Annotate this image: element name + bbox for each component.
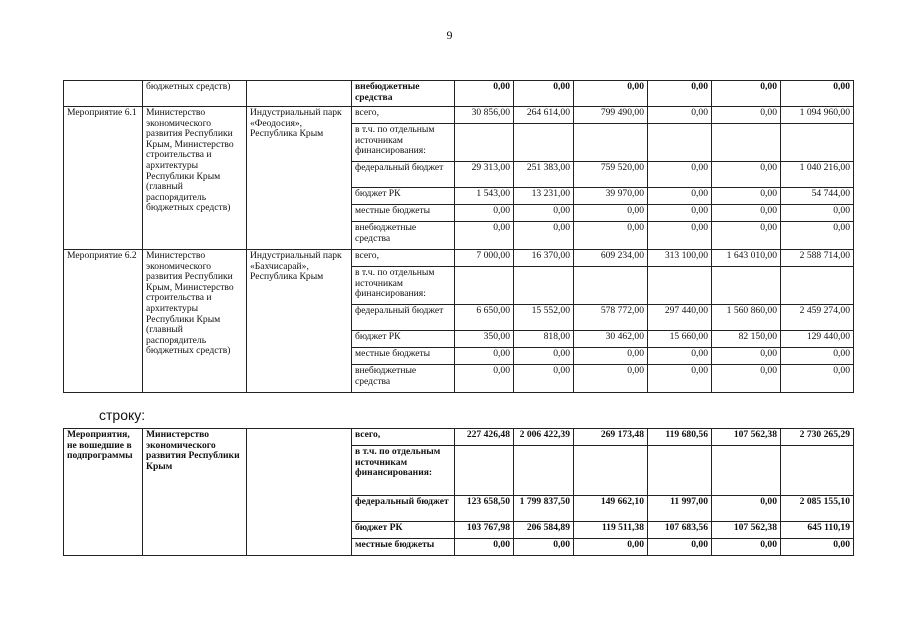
source-cell: федеральный бюджет bbox=[352, 162, 455, 188]
value-cell: 119 511,38 bbox=[574, 522, 648, 539]
value-cell: 0,00 bbox=[648, 539, 712, 556]
value-cell: 1 543,00 bbox=[455, 188, 514, 205]
value-cell: 54 744,00 bbox=[781, 188, 854, 205]
value-cell: 264 614,00 bbox=[514, 107, 574, 124]
value-cell: 0,00 bbox=[574, 539, 648, 556]
value-cell: 0,00 bbox=[455, 348, 514, 365]
organization-cell: Министерство экономического развития Республики Крым bbox=[143, 429, 247, 556]
caption-text: строку: bbox=[99, 407, 146, 423]
value-cell: 107 683,56 bbox=[648, 522, 712, 539]
value-cell: 16 370,00 bbox=[514, 250, 574, 267]
value-cell: 11 997,00 bbox=[648, 496, 712, 522]
value-cell: 107 562,38 bbox=[712, 429, 781, 446]
value-cell bbox=[455, 267, 514, 305]
source-cell: в т.ч. по отдельным источникам финансирования: bbox=[352, 124, 455, 162]
value-cell: 0,00 bbox=[455, 222, 514, 250]
value-cell: 2 006 422,39 bbox=[514, 429, 574, 446]
value-cell: 759 520,00 bbox=[574, 162, 648, 188]
value-cell bbox=[648, 267, 712, 305]
page-number: 9 bbox=[446, 28, 453, 42]
funding-table-continued bbox=[63, 80, 854, 393]
value-cell bbox=[455, 446, 514, 496]
value-cell: 0,00 bbox=[455, 81, 514, 107]
value-cell: 0,00 bbox=[648, 222, 712, 250]
value-cell bbox=[648, 446, 712, 496]
value-cell: 645 110,19 bbox=[781, 522, 854, 539]
value-cell bbox=[712, 446, 781, 496]
value-cell: 227 426,48 bbox=[455, 429, 514, 446]
value-cell: 30 856,00 bbox=[455, 107, 514, 124]
value-cell bbox=[712, 124, 781, 162]
value-cell bbox=[574, 267, 648, 305]
organization-cell: бюджетных средств) bbox=[143, 81, 247, 107]
source-cell: всего, bbox=[352, 429, 455, 446]
value-cell bbox=[574, 446, 648, 496]
value-cell: 0,00 bbox=[514, 205, 574, 222]
value-cell: 0,00 bbox=[712, 365, 781, 393]
value-cell: 0,00 bbox=[514, 348, 574, 365]
value-cell: 82 150,00 bbox=[712, 331, 781, 348]
source-cell: внебюджетные средства bbox=[352, 222, 455, 250]
value-cell: 0,00 bbox=[781, 348, 854, 365]
value-cell: 30 462,00 bbox=[574, 331, 648, 348]
value-cell: 129 440,00 bbox=[781, 331, 854, 348]
value-cell: 2 459 274,00 bbox=[781, 305, 854, 331]
event-cell: Мероприятие 6.1 bbox=[64, 107, 143, 250]
value-cell: 0,00 bbox=[648, 348, 712, 365]
value-cell: 0,00 bbox=[648, 81, 712, 107]
object-cell bbox=[247, 81, 352, 107]
value-cell: 0,00 bbox=[712, 188, 781, 205]
value-cell: 29 313,00 bbox=[455, 162, 514, 188]
value-cell: 0,00 bbox=[574, 81, 648, 107]
object-cell: Индустриальный парк «Феодосия», Республика Крым bbox=[247, 107, 352, 250]
source-cell: местные бюджеты bbox=[352, 539, 455, 556]
value-cell: 0,00 bbox=[781, 365, 854, 393]
value-cell bbox=[781, 124, 854, 162]
value-cell: 0,00 bbox=[648, 365, 712, 393]
source-cell: в т.ч. по отдельным источникам финансирования: bbox=[352, 446, 455, 496]
value-cell: 15 660,00 bbox=[648, 331, 712, 348]
value-cell: 818,00 bbox=[514, 331, 574, 348]
value-cell: 0,00 bbox=[712, 205, 781, 222]
value-cell bbox=[455, 124, 514, 162]
value-cell: 0,00 bbox=[574, 205, 648, 222]
value-cell: 313 100,00 bbox=[648, 250, 712, 267]
value-cell: 0,00 bbox=[712, 222, 781, 250]
source-cell: бюджет РК bbox=[352, 188, 455, 205]
value-cell: 15 552,00 bbox=[514, 305, 574, 331]
value-cell: 578 772,00 bbox=[574, 305, 648, 331]
value-cell: 297 440,00 bbox=[648, 305, 712, 331]
source-cell: федеральный бюджет bbox=[352, 496, 455, 522]
source-cell: внебюджетные средства bbox=[352, 365, 455, 393]
value-cell: 2 085 155,10 bbox=[781, 496, 854, 522]
value-cell bbox=[514, 124, 574, 162]
value-cell bbox=[514, 267, 574, 305]
organization-cell: Министерство экономического развития Республики Крым, Министерство строительства и архитектуры Республики Крым (главный распорядитель бюджетных средств) bbox=[143, 250, 247, 393]
value-cell: 2 588 714,00 bbox=[781, 250, 854, 267]
event-cell: Мероприятие 6.2 bbox=[64, 250, 143, 393]
source-cell: бюджет РК bbox=[352, 331, 455, 348]
value-cell: 0,00 bbox=[648, 107, 712, 124]
object-cell: Индустриальный парк «Бахчисарай», Республика Крым bbox=[247, 250, 352, 393]
value-cell: 0,00 bbox=[712, 539, 781, 556]
value-cell: 2 730 265,29 bbox=[781, 429, 854, 446]
table-row bbox=[64, 429, 854, 446]
funding-table-new-row bbox=[63, 428, 854, 556]
value-cell: 0,00 bbox=[712, 81, 781, 107]
value-cell: 0,00 bbox=[781, 222, 854, 250]
value-cell: 119 680,56 bbox=[648, 429, 712, 446]
value-cell: 251 383,00 bbox=[514, 162, 574, 188]
value-cell: 0,00 bbox=[514, 539, 574, 556]
value-cell: 107 562,38 bbox=[712, 522, 781, 539]
value-cell: 1 799 837,50 bbox=[514, 496, 574, 522]
table-row bbox=[64, 250, 854, 267]
value-cell: 0,00 bbox=[781, 205, 854, 222]
value-cell bbox=[574, 124, 648, 162]
value-cell bbox=[514, 446, 574, 496]
value-cell: 0,00 bbox=[455, 539, 514, 556]
value-cell: 0,00 bbox=[648, 188, 712, 205]
value-cell: 1 094 960,00 bbox=[781, 107, 854, 124]
value-cell bbox=[781, 267, 854, 305]
value-cell: 0,00 bbox=[712, 107, 781, 124]
value-cell: 799 490,00 bbox=[574, 107, 648, 124]
value-cell: 609 234,00 bbox=[574, 250, 648, 267]
value-cell: 0,00 bbox=[781, 81, 854, 107]
value-cell: 0,00 bbox=[455, 205, 514, 222]
value-cell: 0,00 bbox=[648, 205, 712, 222]
value-cell: 13 231,00 bbox=[514, 188, 574, 205]
value-cell: 0,00 bbox=[574, 222, 648, 250]
event-cell bbox=[64, 81, 143, 107]
value-cell bbox=[648, 124, 712, 162]
value-cell: 103 767,98 bbox=[455, 522, 514, 539]
organization-cell: Министерство экономического развития Республики Крым, Министерство строительства и архитектуры Республики Крым (главный распорядитель бюджетных средств) bbox=[143, 107, 247, 250]
value-cell: 0,00 bbox=[574, 348, 648, 365]
value-cell: 0,00 bbox=[648, 162, 712, 188]
source-cell: местные бюджеты bbox=[352, 205, 455, 222]
value-cell bbox=[781, 446, 854, 496]
value-cell: 0,00 bbox=[781, 539, 854, 556]
source-cell: местные бюджеты bbox=[352, 348, 455, 365]
value-cell: 206 584,89 bbox=[514, 522, 574, 539]
value-cell: 0,00 bbox=[514, 365, 574, 393]
source-cell: в т.ч. по отдельным источникам финансирования: bbox=[352, 267, 455, 305]
source-cell: всего, bbox=[352, 107, 455, 124]
value-cell: 0,00 bbox=[712, 348, 781, 365]
value-cell: 0,00 bbox=[514, 222, 574, 250]
value-cell: 1 040 216,00 bbox=[781, 162, 854, 188]
value-cell: 0,00 bbox=[514, 81, 574, 107]
source-cell: бюджет РК bbox=[352, 522, 455, 539]
value-cell: 269 173,48 bbox=[574, 429, 648, 446]
value-cell bbox=[712, 267, 781, 305]
value-cell: 123 658,50 bbox=[455, 496, 514, 522]
value-cell: 0,00 bbox=[712, 496, 781, 522]
value-cell: 1 560 860,00 bbox=[712, 305, 781, 331]
value-cell: 0,00 bbox=[712, 162, 781, 188]
event-cell: Мероприятия, не вошедшие в подпрограммы bbox=[64, 429, 143, 556]
value-cell: 350,00 bbox=[455, 331, 514, 348]
value-cell: 7 000,00 bbox=[455, 250, 514, 267]
table-row bbox=[64, 107, 854, 124]
value-cell: 0,00 bbox=[455, 365, 514, 393]
value-cell: 1 643 010,00 bbox=[712, 250, 781, 267]
value-cell: 6 650,00 bbox=[455, 305, 514, 331]
source-cell: всего, bbox=[352, 250, 455, 267]
value-cell: 39 970,00 bbox=[574, 188, 648, 205]
source-cell: внебюджетные средства bbox=[352, 81, 455, 107]
value-cell: 149 662,10 bbox=[574, 496, 648, 522]
source-cell: федеральный бюджет bbox=[352, 305, 455, 331]
value-cell: 0,00 bbox=[574, 365, 648, 393]
table-row bbox=[64, 81, 854, 107]
object-cell bbox=[247, 429, 352, 556]
